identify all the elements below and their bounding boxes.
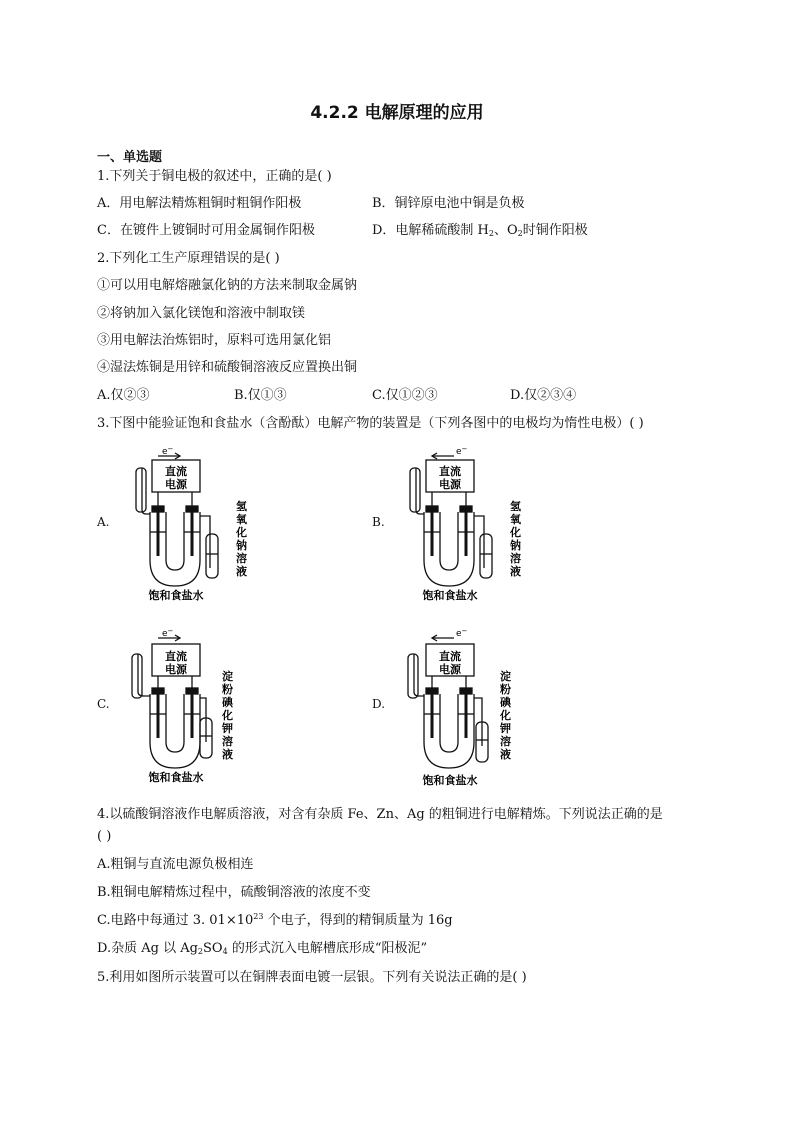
solution-label: 氢氧化钠溶液 — [236, 500, 247, 578]
power-label-top: 直流 — [439, 650, 461, 663]
power-label-bottom: 电源 — [439, 663, 461, 676]
brine-label: 饱和食盐水 — [148, 771, 204, 784]
electron-label: e− — [162, 630, 174, 639]
electron-label: e− — [456, 630, 468, 639]
apparatus-b — [394, 448, 524, 603]
power-label-bottom: 电源 — [439, 478, 461, 491]
power-label-bottom: 电源 — [165, 478, 187, 491]
electron-label: e− — [456, 448, 468, 457]
power-label-bottom: 电源 — [165, 663, 187, 676]
q1-option-c: C．在镀件上镀铜时可用金属铜作阳极 — [97, 223, 315, 238]
q2-statement-1: ①可以用电解熔融氯化钠的方法来制取金属钠 — [97, 278, 358, 293]
power-label-top: 直流 — [439, 465, 461, 478]
q2-option-d: D.仅②③④ — [510, 388, 577, 403]
q1-option-a: A．用电解法精炼粗铜时粗铜作阳极 — [97, 196, 302, 211]
q3-label-b: B. — [372, 515, 385, 529]
q1-stem: 1.下列关于铜电极的叙述中，正确的是( ) — [97, 169, 332, 184]
q2-statement-3: ③用电解法治炼铝时，原料可选用氯化铝 — [97, 333, 332, 348]
apparatus-d — [394, 630, 524, 790]
q2-statement-2: ②将钠加入氯化镁饱和溶液中制取镁 — [97, 306, 306, 321]
q2-option-b: B.仅①③ — [234, 388, 287, 403]
brine-label: 饱和食盐水 — [148, 589, 204, 602]
q1-option-b: B．铜锌原电池中铜是负极 — [372, 196, 525, 211]
solution-label: 淀粉碘化钾溶液 — [500, 670, 511, 761]
brine-label: 饱和食盐水 — [422, 589, 478, 602]
solution-label: 氢氧化钠溶液 — [510, 500, 521, 578]
q4-option-c: C.电路中每通过 3. $01\times 10^{23}$ 个电子，得到的精铜质量为 16g — [97, 912, 453, 928]
q4-option-a: A.粗铜与直流电源负极相连 — [97, 857, 254, 872]
q5-stem: 5.利用如图所示装置可以在铜牌表面电镀一层银。下列有关说法正确的是( ) — [97, 970, 527, 985]
q3-label-c: C. — [97, 697, 110, 711]
apparatus-a — [120, 448, 250, 603]
apparatus-c — [120, 630, 250, 790]
section-heading: 一、单选题 — [97, 150, 163, 165]
page-title: 4.2.2 电解原理的应用 — [310, 103, 484, 123]
q1-option-d: D．电解稀硫酸制 $H_2$、$O_2$时铜作阳极 — [372, 223, 588, 238]
q2-option-c: C.仅①②③ — [372, 388, 438, 403]
power-label-top: 直流 — [165, 650, 187, 663]
solution-label: 淀粉碘化钾溶液 — [222, 670, 233, 761]
q3-label-a: A. — [97, 515, 110, 529]
brine-label: 饱和食盐水 — [422, 774, 478, 787]
q4-option-d: D.杂质 Ag 以 $Ag_2SO_4$ 的形式沉入电解槽底形成“阳极泥” — [97, 941, 428, 956]
q4-option-b: B.粗铜电解精炼过程中，硫酸铜溶液的浓度不变 — [97, 885, 371, 900]
electron-label: e− — [162, 448, 174, 457]
q2-statement-4: ④湿法炼铜是用锌和硫酸铜溶液反应置换出铜 — [97, 360, 358, 375]
power-label-top: 直流 — [165, 465, 187, 478]
q3-stem: 3.下图中能验证饱和食盐水（含酚酞）电解产物的装置是（下列各图中的电极均为惰性电极）( ) — [97, 416, 644, 431]
q2-stem: 2.下列化工生产原理错误的是( ) — [97, 251, 280, 266]
q3-label-d: D. — [372, 697, 386, 711]
q4-stem-line1: 4.以硫酸铜溶液作电解质溶液，对含有杂质 Fe、Zn、Ag 的粗铜进行电解精炼。下列说法正确的是 — [97, 807, 663, 822]
q2-option-a: A.仅②③ — [97, 388, 150, 403]
q4-stem-line2: ( ) — [97, 829, 112, 844]
